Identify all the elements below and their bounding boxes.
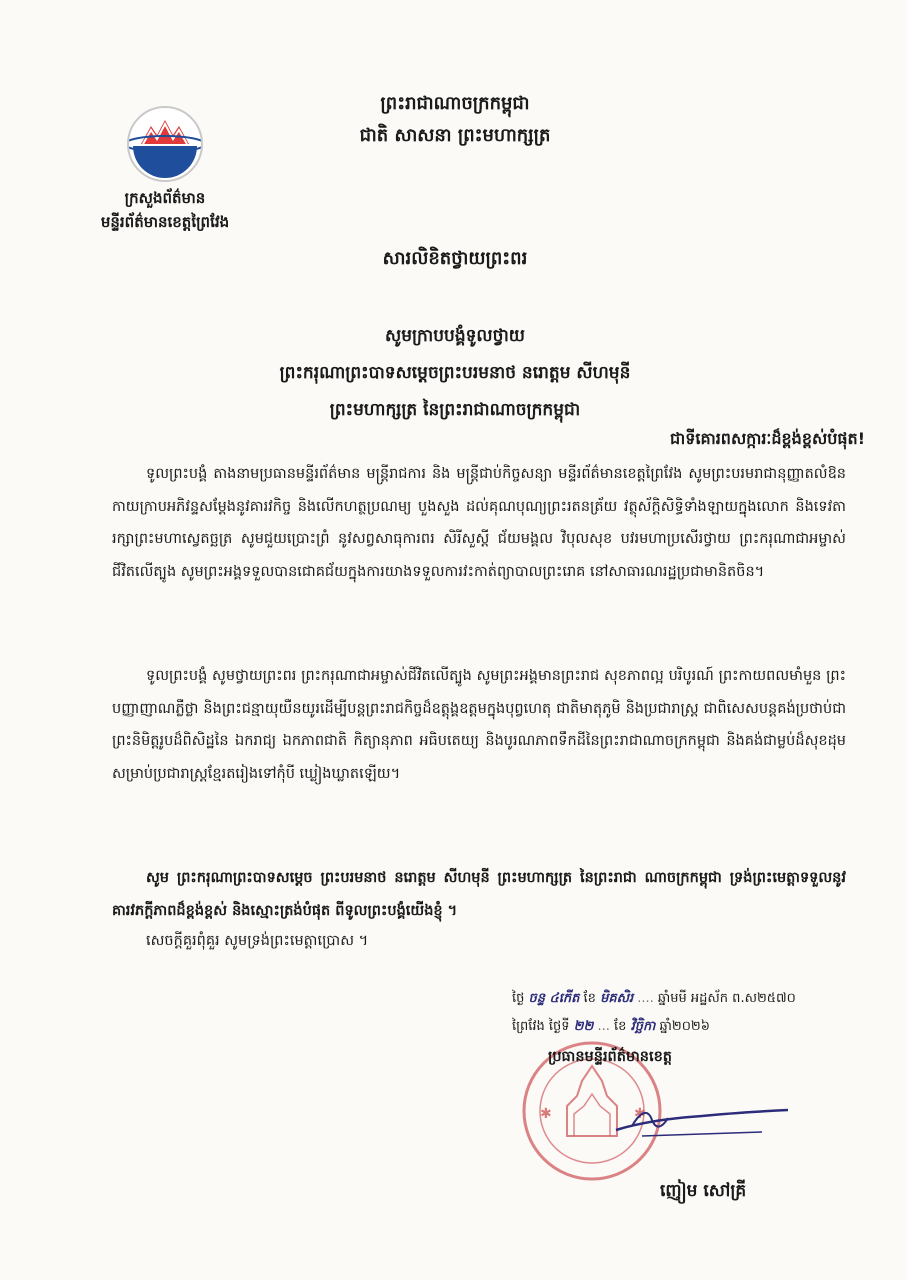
date-day: ២២ [573,1019,594,1034]
closing-line: សេចក្តីគួរពុំគួរ សូមទ្រង់ព្រះមេត្តាប្រោស ។ [146,933,369,949]
svg-text:✱: ✱ [540,1106,552,1122]
svg-text:✱: ✱ [634,1106,646,1122]
kingdom-name: ព្រះរាជាណាចក្រកម្ពុជា [380,93,530,114]
solar-date [512,1018,872,1037]
place-date-label: ព្រៃវែង ថ្ងៃទី [512,1019,570,1034]
date-label: ខែ [614,1019,627,1034]
national-motto [270,88,640,152]
addressee-line: សូមក្រាបបង្គំទូលថ្វាយ [385,326,525,346]
lunar-year: ឆ្នាំមមី អដ្ឋស័ក ព.ស២៥៧០ [657,991,796,1006]
body-paragraph: សូម ព្រះករុណាព្រះបាទសម្តេច ព្រះបរមនាថ នរោត្តម សីហមុនី ព្រះមហាក្សត្រ នៃព្រះរាជា ណាចក្រកម្ពុជា ទ្រង់ព្រះមេត្តាទទួលនូវគារវភក្តីភាពដ៏ខ្ពង់ខ្ពស់ និងស្មោះត្រង់បំផុត ពីទូលព្រះបង្គំយើងខ្ញុំ ។ [112,870,846,919]
ministry-logo [127,106,203,182]
lunar-month: មិគសិរ [600,991,634,1006]
motto: ជាតិ សាសនា ព្រះមហាក្សត្រ [359,125,551,146]
body-paragraph: ទូលព្រះបង្គំ សូមថ្វាយព្រះពរ ព្រះករុណាជាអម្ចាស់ជីវិតលើត្បូង សូមព្រះអង្គមានព្រះរាជ សុខភាពល្អ បរិបូរណ៍ ព្រះកាយពលមាំមួន ព្រះបញ្ញាញាណភ្លឺថ្លា និងព្រះជន្មាយុយឺនយូរដើម្បីបន្តព្រះរាជកិច្ចដ៏ឧត្តុង្គឧត្តមក្នុងបុព្វហេតុ ជាតិមាតុភូមិ និងប្រជារាស្ត្រ ជាពិសេសបន្តគង់ប្រថាប់ជាព្រះនិមិត្តរូបដ៏ពិសិដ្ឋនៃ ឯករាជ្យ ឯកភាពជាតិ កិត្យានុភាព អធិបតេយ្យ និងបូរណភាពទឹកដីនៃព្រះរាជាណាចក្រកម្ពុជា និងគង់ជាម្លប់ដ៏សុខដុមសម្រាប់ប្រជារាស្ត្រខ្មែរតរៀងទៅកុំបី ឃ្លៀងឃ្លាតឡើយ។ [112,668,846,782]
date-month: វិច្ឆិកា [630,1019,656,1034]
department-name: មន្ទីរព័ត៌មានខេត្តព្រៃវែង [100,213,230,231]
addressee-line: ព្រះមហាក្សត្រ នៃព្រះរាជាណាចក្រកម្ពុជា [329,400,581,420]
respect-line: ជាទីគោរពសក្ការៈដ៏ខ្ពង់ខ្ពស់បំផុត! [670,429,865,448]
ministry-block [60,186,270,234]
body-paragraph: ទូលព្រះបង្គំ តាងនាមប្រធានមន្ទីរព័ត៌មាន មន្ត្រីរាជការ និង មន្ត្រីជាប់កិច្ចសន្យា មន្ទីរព័ត៌មានខេត្តព្រៃវែង សូមព្រះបរមរាជានុញ្ញាតលំឱនកាយក្រាបអភិវន្ទសម្តែងនូវគារវកិច្ច និងលើកហត្ថប្រណម្យ បួងសួង ដល់គុណបុណ្យព្រះរតនត្រ័យ វត្ថុស័ក្តិសិទ្ធិទាំងឡាយក្នុងលោក និងទេវតារក្សាព្រះមហាស្វេតច្ឆត្រ សូមជួយប្រោះព្រំ នូវសព្វសាធុការពរ សិរីសួស្តី ជ័យមង្គល វិបុលសុខ បវរមហាប្រសើរថ្វាយ ព្រះករុណាជាអម្ចាស់ជីវិតលើត្បូង សូមព្រះអង្គទទួលបានជោគជ័យក្នុងការយាងទទួលការវះកាត់ព្យាបាលព្រះរោគ នៅសាធារណរដ្ឋប្រជាមានិតចិន។ [112,466,846,580]
lunar-day: ចន្ទ ៤កើត [528,991,580,1006]
date-label: ខែ [583,991,596,1006]
date-label: ថ្ងៃ [512,991,525,1006]
addressee-block [150,318,760,429]
document-title: សារលិខិតថ្វាយព្រះពរ [382,248,528,269]
dot-leader: ... [597,1019,610,1034]
handwritten-signature [612,1092,792,1142]
dot-leader: .... [637,991,654,1006]
signatory-title: ប្រធានមន្ទីរព័ត៌មានខេត្ត [548,1049,672,1065]
addressee-line: ព្រះករុណាព្រះបាទសម្តេចព្រះបរមនាថ នរោត្តម សីហមុនី [279,363,631,383]
signatory-name: ញៀម សៅគ្រី [660,1181,747,1201]
ministry-name: ក្រសួងព័ត៌មាន [124,189,206,207]
lunar-date [512,990,872,1009]
date-year: ឆ្នាំ២០២៦ [659,1019,710,1034]
